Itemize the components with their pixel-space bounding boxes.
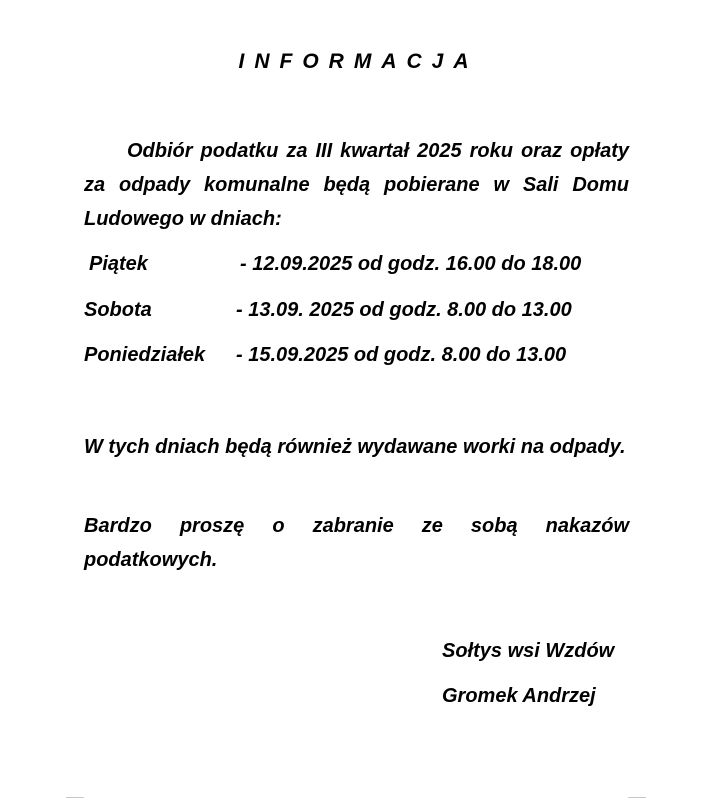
schedule-time: - 13.09. 2025 od godz. 8.00 do 13.00 bbox=[236, 299, 572, 321]
signature-role: Sołtys wsi Wzdów bbox=[442, 640, 615, 662]
document-title: INFORMACJA bbox=[238, 50, 479, 73]
schedule-row-friday bbox=[84, 247, 644, 281]
documents-notice-paragraph: Bardzo proszę o zabranie ze sobą nakazów podatkowych. bbox=[84, 515, 629, 571]
page-corner-mark-left bbox=[66, 797, 84, 800]
schedule-time: - 12.09.2025 od godz. 16.00 do 18.00 bbox=[240, 253, 582, 275]
schedule-row-monday bbox=[84, 338, 644, 372]
signature-name: Gromek Andrzej bbox=[442, 685, 596, 707]
schedule-day: Poniedziałek bbox=[84, 344, 206, 366]
schedule-day: Sobota bbox=[84, 299, 152, 321]
schedule-row-saturday bbox=[84, 293, 644, 327]
page-corner-mark-right bbox=[628, 797, 646, 800]
bags-notice-paragraph: W tych dniach będą również wydawane worki na odpady. bbox=[84, 436, 626, 458]
intro-paragraph: Odbiór podatku za III kwartał 2025 roku oraz opłaty za odpady komunalne będą pobierane w Sali Domu Ludowego w dniach: bbox=[84, 140, 629, 230]
schedule-day: Piątek bbox=[89, 253, 148, 275]
schedule-time: - 15.09.2025 od godz. 8.00 do 13.00 bbox=[236, 344, 567, 366]
